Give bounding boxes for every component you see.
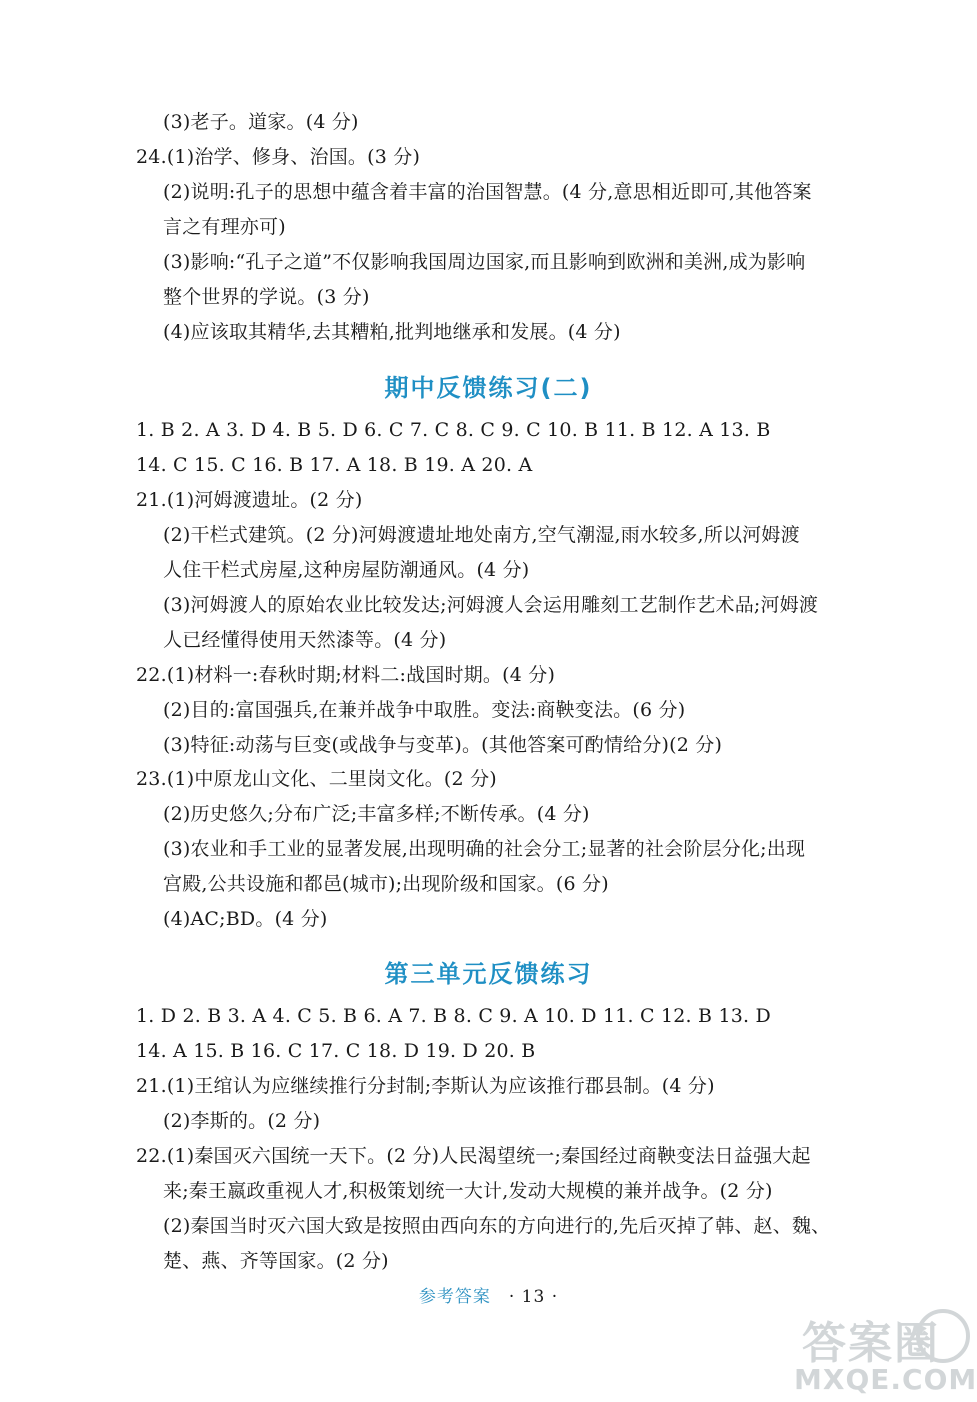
answer-line: (2)历史悠久;分布广泛;丰富多样;不断传承。(4 分) (163, 803, 590, 825)
choice-answers-row: 1. D 2. B 3. A 4. C 5. B 6. A 7. B 8. C 9. A 10. D 11. C 12. B 13. D (136, 1005, 771, 1027)
answer-line: (4)应该取其精华,去其糟粕,批判地继承和发展。(4 分) (163, 321, 621, 343)
section-title-unit3: 第三单元反馈练习 (384, 960, 593, 988)
answer-line: 楚、燕、齐等国家。(2 分) (163, 1250, 389, 1272)
watermark-cn-text: 答案圈 (802, 1318, 940, 1369)
choice-answers-row: 1. B 2. A 3. D 4. B 5. D 6. C 7. C 8. C 9. C 10. B 11. B 12. A 13. B (136, 419, 771, 441)
answer-line: (2)目的:富国强兵,在兼并战争中取胜。变法:商鞅变法。(6 分) (163, 699, 686, 721)
answer-line: 21.(1)王绾认为应继续推行分封制;李斯认为应该推行郡县制。(4 分) (136, 1075, 715, 1097)
watermark-logo (790, 1305, 977, 1400)
answer-line: (3)河姆渡人的原始农业比较发达;河姆渡人会运用雕刻工艺制作艺术品;河姆渡 (163, 594, 819, 616)
answer-line: 宫殿,公共设施和都邑(城市);出现阶级和国家。(6 分) (163, 873, 609, 895)
answer-line: 22.(1)秦国灭六国统一天下。(2 分)人民渴望统一;秦国经过商鞅变法日益强大起 (136, 1145, 811, 1167)
answer-line: (2)秦国当时灭六国大致是按照由西向东的方向进行的,先后灭掉了韩、赵、魏、 (163, 1215, 831, 1237)
answer-line: 23.(1)中原龙山文化、二里岗文化。(2 分) (136, 768, 497, 790)
answer-line: 来;秦王嬴政重视人才,积极策划统一大计,发动大规模的兼并战争。(2 分) (163, 1180, 773, 1202)
answer-line: (3)特征:动荡与巨变(或战争与变革)。(其他答案可酌情给分)(2 分) (163, 734, 723, 756)
answer-line: (4)AC;BD。(4 分) (163, 908, 328, 930)
answer-line: 人住干栏式房屋,这种房屋防潮通风。(4 分) (163, 559, 530, 581)
section-title-midterm: 期中反馈练习(二) (384, 374, 593, 402)
choice-answers-row: 14. C 15. C 16. B 17. A 18. B 19. A 20. A (136, 454, 533, 476)
answer-line: (2)李斯的。(2 分) (163, 1110, 321, 1132)
watermark-en-text: MXQE.COM (794, 1363, 977, 1396)
answer-line: (3)老子。道家。(4 分) (163, 111, 359, 133)
answer-line: (3)影响:“孔子之道”不仅影响我国周边国家,而且影响到欧洲和美洲,成为影响 (163, 251, 806, 273)
answer-line: 22.(1)材料一:春秋时期;材料二:战国时期。(4 分) (136, 664, 556, 686)
choice-answers-row: 14. A 15. B 16. C 17. C 18. D 19. D 20. B (136, 1040, 536, 1062)
answer-line: 24.(1)治学、修身、治国。(3 分) (136, 146, 421, 168)
answer-line: 言之有理亦可) (163, 216, 286, 238)
answer-line: (2)说明:孔子的思想中蕴含着丰富的治国智慧。(4 分,意思相近即可,其他答案 (163, 181, 812, 203)
answer-line: 整个世界的学说。(3 分) (163, 286, 370, 308)
footer-label: 参考答案 (418, 1287, 491, 1307)
answer-line: (2)干栏式建筑。(2 分)河姆渡遗址地处南方,空气潮湿,雨水较多,所以河姆渡 (163, 524, 800, 546)
page-footer (0, 1282, 977, 1307)
answer-line: (3)农业和手工业的显著发展,出现明确的社会分工;显著的社会阶层分化;出现 (163, 838, 806, 860)
page-number: · 13 · (508, 1287, 559, 1307)
answer-line: 人已经懂得使用天然漆等。(4 分) (163, 629, 447, 651)
answer-line: 21.(1)河姆渡遗址。(2 分) (136, 489, 363, 511)
